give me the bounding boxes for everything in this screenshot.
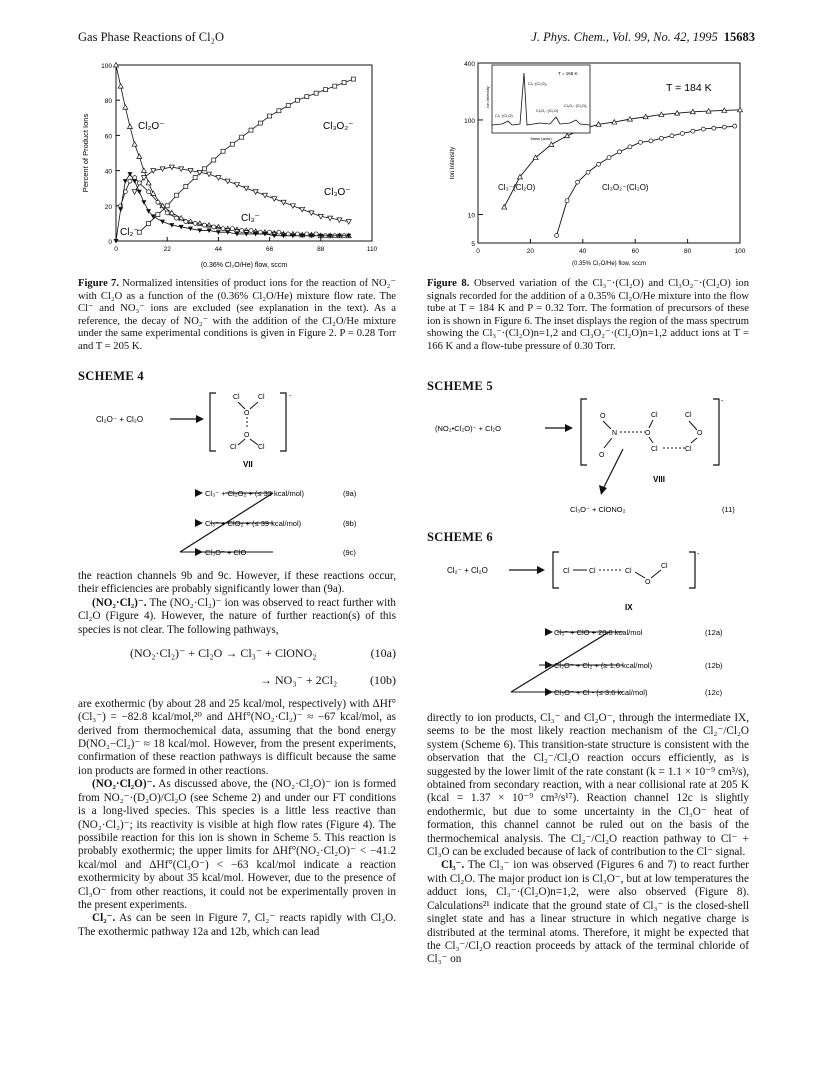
y-tick-label: 0 [108, 239, 112, 246]
data-point [128, 179, 132, 183]
data-point [628, 145, 632, 149]
data-point [175, 216, 179, 220]
scheme-6-channel-12b: Cl₂O⁻ + Cl₂ + (≥ 1.6 kcal/mol) [554, 661, 653, 670]
figure-7-caption-text: Normalized intensities of product ions for the reaction of NO₂⁻ with Cl₂O as a function of the (0.36% Cl₂O/He) mixture flow rate. The Cl⁻ and NO₃⁻ ions are excluded (see explanation in the text). As a reference, the decay of NO₂⁻ with the addition of the Cl₂O/He mixture under the same experimental conditions is given in Figure 2. P = 0.28 Torr and T = 205 K. [78, 278, 396, 352]
data-point [555, 234, 559, 238]
scheme-6-title: SCHEME 6 [427, 530, 493, 544]
data-point [123, 105, 128, 110]
svg-text:O: O [645, 430, 651, 437]
data-point [212, 225, 216, 229]
x-tick-label: 44 [214, 246, 223, 253]
svg-text:Cl: Cl [625, 568, 632, 575]
data-point [502, 205, 507, 210]
x-axis-label: (0.35% Cl₂O/He) flow, sccm [571, 261, 647, 267]
equation-10a [78, 647, 396, 660]
figure-8-chart [440, 55, 760, 275]
svg-text:-: - [289, 393, 292, 400]
temperature-annotation: T = 184 K [666, 82, 712, 94]
left-paragraph-2 [78, 597, 396, 637]
series-label-cl3o2-cl2o: Cl₃O₂⁻(Cl₂O) [602, 183, 649, 192]
data-point [202, 167, 206, 171]
data-point [193, 221, 197, 225]
equation-10b [78, 674, 396, 687]
data-point [638, 140, 642, 144]
inset-y-label: Ion Intensity [485, 86, 490, 108]
data-point [156, 200, 160, 204]
data-point [576, 180, 580, 184]
x-tick-label: 66 [265, 246, 274, 253]
data-point [221, 149, 225, 153]
figure-7-caption [78, 278, 396, 354]
data-point [221, 227, 225, 231]
y-tick-label: 20 [104, 203, 112, 211]
left-paragraph-2-body: The (NO₂·Cl₂)⁻ ion was observed to react further with Cl₂O (Figure 4). However, the nature of further reaction(s) of this species is not clear. The following pathways, [78, 596, 396, 636]
series-line-1 [139, 79, 353, 232]
svg-text:Cl: Cl [563, 568, 570, 575]
right-paragraph-2-body: The Cl₃⁻ ion was observed (Figures 6 and 7) to react further with Cl₂O. The major product ion is Cl₃O⁻, but at low temperatures the adduct ions, Cl₃⁻·(Cl₂O)n=1,2, were also observed (Figure 8). Calculations²¹ indicate that the ground state of Cl₃⁻ is the closed-shell singlet state and has a linear structure in which negative charge is distributed at the terminal atoms. Therefore, it might be expected that the Cl₃⁻/Cl₂O reaction proceeds by attack of the terminal chloride of Cl₃⁻ on [427, 859, 749, 966]
heading-no2-cl2o: (NO₂·Cl₂O)⁻. [92, 778, 156, 791]
page-number: 15683 [723, 30, 755, 44]
data-point [184, 184, 188, 188]
right-paragraph-2 [427, 859, 749, 966]
data-point [230, 227, 234, 231]
scheme-4-title: SCHEME 4 [78, 369, 144, 383]
data-point [659, 136, 663, 140]
data-point [137, 181, 141, 185]
scheme-4-id-9c: (9c) [343, 548, 356, 557]
scheme-4-channel-9b: Cl₃⁻ + ClO₂ + (≤ 39 kcal/mol) [205, 519, 302, 528]
x-tick-label: 110 [366, 246, 378, 253]
data-point [147, 221, 151, 225]
data-point [296, 98, 300, 102]
scheme-4-label: VII [243, 460, 253, 469]
svg-text:Cl: Cl [230, 444, 237, 451]
figure-8-caption-text: Observed variation of the Cl₃⁻·(Cl₂O) and Cl₃O₂⁻·(Cl₂O) ion signals recorded for the addition of a 0.35% Cl₂O/He mixture into the flow tube at T = 184 K and P = 0.32 Torr. The formation of precursors of these ion is shown in Figure 6. The inset displays the region of the mass spectrum showing the Cl₃⁻·(Cl₂O)n=1,2 and Cl₃O₂⁻·(Cl₂O)n=1,2 adduct ions at T = 166 K and a flow-tube pressure of 0.30 Torr. [427, 278, 749, 352]
y-axis-label: Ion Intensity [450, 146, 456, 180]
data-point [277, 109, 281, 113]
y-tick-label: 100 [464, 117, 475, 125]
scheme-4-channel-9c: Cl₃O⁻ + ClO [205, 548, 247, 557]
running-header-left: Gas Phase Reactions of Cl₂O [78, 30, 225, 44]
equation-10b-body: → NO₃⁻ + 2Cl₂ [260, 673, 338, 688]
data-point [277, 230, 281, 234]
svg-text:Cl: Cl [651, 412, 658, 419]
figure-7-chart [76, 55, 396, 273]
series-label-cl2o: Cl₂O⁻ [138, 121, 165, 132]
data-point [691, 129, 695, 133]
scheme-6-label: IX [625, 603, 633, 612]
scheme-6-id-12b: (12b) [705, 661, 723, 670]
data-point [118, 84, 123, 88]
data-point [351, 77, 355, 81]
data-point [268, 230, 272, 234]
svg-text:O: O [244, 410, 250, 417]
svg-text:O: O [599, 452, 605, 459]
data-point [147, 190, 151, 194]
x-tick-label: 0 [476, 248, 480, 255]
data-point [137, 190, 142, 195]
data-point [151, 214, 156, 219]
series-label-cl3o2: Cl₃O₂⁻ [323, 121, 354, 132]
svg-text:Cl: Cl [589, 568, 596, 575]
svg-text:Cl: Cl [685, 446, 692, 453]
data-point [141, 168, 146, 173]
inset-x-label: Mass (amu) [530, 136, 552, 141]
left-column-text [78, 570, 396, 939]
left-paragraph-3: are exothermic (by about 28 and 25 kcal/mol, respectively) with ΔHf°(Cl₃⁻) = −82.8 kcal/mol,²⁰ and ΔHf°(NO₂·Cl₂)⁻ ≈ −67 kcal/mol, as derived from thermochemical data, assuming that the bond energy D(NO₂−Cl₂)⁻ ≈ 18 kcal/mol. However, from the present experiments, confirmation of these reaction pathways is difficult because the same ion products are formed in other reactions. [78, 697, 396, 777]
scheme-4-reactants: Cl₂O⁻ + Cl₂O [96, 415, 144, 424]
x-tick-label: 80 [683, 248, 692, 255]
scheme-4-id-9b: (9b) [343, 519, 357, 528]
data-point [184, 220, 188, 224]
scheme-4-id-9a: (9a) [343, 489, 357, 498]
scheme-5-id: (11) [722, 505, 735, 514]
scheme-6-id-12c: (12c) [705, 688, 723, 697]
inset-temperature: T = 166 K [558, 71, 578, 76]
scheme-4-diagram [78, 385, 398, 567]
data-point [146, 180, 151, 185]
data-point [118, 207, 123, 212]
scheme-5-diagram [427, 393, 749, 523]
svg-text:Cl: Cl [661, 563, 668, 570]
data-point [132, 142, 137, 147]
data-point [137, 154, 142, 159]
svg-text:Cl: Cl [651, 446, 658, 453]
inset-peak-label: Cl₃⁻(Cl₂O)₂ [528, 82, 548, 86]
left-paragraph-1: the reaction channels 9b and 9c. However, if these reactions occur, their efficiencies are probably significantly lower than (9a). [78, 570, 396, 596]
data-point [151, 169, 156, 174]
data-point [597, 162, 601, 166]
data-point [314, 91, 318, 95]
data-point [249, 128, 253, 132]
right-column-text [427, 712, 749, 967]
y-tick-label: 40 [104, 168, 112, 176]
data-point [165, 204, 169, 208]
x-tick-label: 88 [317, 246, 325, 253]
heading-no2-cl2: (NO₂·Cl₂)⁻. [92, 596, 147, 609]
figure-8-caption [427, 278, 749, 354]
inset-peak-label: Cl₃O₂⁻(Cl₂O)₂ [564, 104, 588, 108]
data-point [202, 223, 206, 227]
scheme-5-title: SCHEME 5 [427, 379, 493, 393]
scheme-4-channel-9a: Cl₃⁻ + Cl₂O₂ + (≤ 33 kcal/mol) [205, 489, 305, 498]
data-point [722, 125, 726, 129]
data-point [733, 124, 737, 128]
inset-peak-label: Cl₃⁻(Cl₂O) [495, 114, 513, 118]
y-tick-label: 10 [467, 212, 475, 220]
x-tick-label: 22 [163, 246, 171, 253]
right-paragraph-1: directly to ion products, Cl₃⁻ and Cl₂O⁻, through the intermediate IX, seems to be the most likely reaction mechanism of the Cl₂⁻/Cl₂O system (Scheme 6). This transition-state structure is consistent with the observation that the Cl₂⁻/Cl₂O reaction occurs efficiently, as is suggested by the lower limit of the rate constant (k = 1.1 × 10⁻⁹ cm³/s), obtained from secondary reaction, with a near collisional rate at 205 K (kcal = 1.37 × 10⁻⁹ cm³/s¹⁷). Reaction channel 12c is slightly endothermic, but due to some uncertainty in the Cl₃O⁻ heat of formation, this channel cannot be ruled out on the basis of the thermochemical analysis. The Cl₂⁻/Cl₂O reaction pathway to Cl⁻ + Cl₃O can be excluded because of lack of contribution to the Cl⁻ signal. [427, 712, 749, 859]
scheme-5-product: Cl₃O⁻ + ClONO₂ [570, 505, 626, 514]
data-point [127, 124, 132, 129]
svg-text:-: - [721, 398, 724, 405]
left-paragraph-5 [78, 912, 396, 939]
scheme-5-reactants: (NO₂•Cl₂O)⁻ + Cl₂O [435, 424, 501, 433]
data-point [249, 228, 253, 232]
y-tick-label: 400 [464, 61, 475, 68]
scheme-6-id-12a: (12a) [705, 628, 723, 637]
data-point [586, 170, 590, 174]
data-point [156, 213, 160, 217]
y-tick-label: 80 [104, 98, 112, 106]
y-tick-label: 60 [104, 133, 112, 141]
data-point [230, 142, 234, 146]
svg-text:Cl: Cl [233, 394, 240, 401]
series-line-0 [116, 65, 349, 236]
data-point [607, 156, 611, 160]
data-point [323, 88, 327, 92]
data-point [305, 95, 309, 99]
data-point [670, 134, 674, 138]
data-point [127, 172, 132, 177]
data-point [286, 103, 290, 107]
svg-text:Cl: Cl [258, 444, 265, 451]
journal-citation: J. Phys. Chem., Vol. 99, No. 42, 1995 [531, 30, 718, 44]
data-point [258, 121, 262, 125]
svg-text:N: N [612, 430, 618, 437]
y-tick-label: 5 [471, 241, 475, 248]
series-label-cl3-cl2o: Cl₃⁻(Cl₂O) [498, 183, 536, 192]
svg-text:Cl: Cl [258, 394, 265, 401]
data-point [193, 176, 197, 180]
series-label-cl2: Cl₂⁻ [120, 227, 139, 238]
scheme-6-diagram [427, 548, 749, 700]
data-point [132, 190, 137, 195]
data-point [240, 228, 244, 232]
data-point [165, 211, 169, 215]
series-label-cl3o: Cl₃O⁻ [324, 187, 351, 198]
left-paragraph-5-body: As can be seen in Figure 7, Cl₂⁻ reacts rapidly with Cl₂O. The exothermic pathway 12a and 12b, which can lead [78, 912, 396, 938]
y-tick-label: 100 [101, 63, 112, 70]
series-label-cl3: Cl₃⁻ [241, 213, 260, 224]
svg-text:O: O [600, 413, 606, 420]
svg-text:O: O [645, 579, 651, 586]
svg-text:-: - [697, 551, 700, 558]
svg-text:O: O [697, 430, 703, 437]
data-point [333, 84, 337, 88]
svg-text:O: O [244, 432, 250, 439]
scheme-6-reactants: Cl₂⁻ + Cl₂O [447, 566, 488, 575]
y-axis-label: Percent of Product Ions [81, 113, 90, 193]
data-point [123, 179, 128, 184]
scheme-6-channel-12c: Cl₃O⁻ + Cl - (≤ 3.6 kcal/mol) [554, 688, 648, 697]
data-point [268, 114, 272, 118]
data-point [701, 127, 705, 131]
x-tick-label: 0 [114, 246, 118, 253]
data-point [565, 199, 569, 203]
data-point [346, 220, 351, 225]
data-point [212, 158, 216, 162]
running-header-right [531, 30, 755, 45]
figure-7-caption-label: Figure 7. [78, 278, 119, 289]
x-tick-label: 60 [631, 248, 639, 255]
left-paragraph-4 [78, 778, 396, 912]
heading-cl3: Cl₃⁻. [441, 859, 465, 872]
equation-10a-id: (10a) [370, 646, 396, 661]
x-tick-label: 40 [579, 248, 587, 255]
svg-text:Cl: Cl [685, 412, 692, 419]
data-point [240, 135, 244, 139]
data-point [649, 139, 653, 143]
scheme-6-channel-12a: Cl₃⁻ + ClO + 20.8 kcal/mol [554, 628, 643, 637]
equation-10b-id: (10b) [370, 673, 396, 688]
figure-8-caption-label: Figure 8. [427, 278, 470, 289]
scheme-5-label: VIII [653, 475, 666, 484]
data-point [132, 179, 137, 184]
data-point [712, 126, 716, 130]
left-paragraph-4-body: As discussed above, the (NO₂·Cl₂O)⁻ ion is formed from NO₂⁻·(D₂O)/Cl₂O (see Scheme 2) and under our FT conditions is a long-lived species. This species is a little less reactive than (NO₂·Cl₂)⁻; its reactivity is visible at high flow rates (Figure 4). The possibile reaction for this ion is shown in Scheme 5. This reaction is probably exothermic; the upper limits for ΔHf°(NO₂·Cl₂O)⁻ < −41.2 kcal/mol and ΔHf°(Cl₃O⁻) < −63 kcal/mol indicate a reaction exothermicity by about 35 kcal/mol. However, due to the presence of Cl₃O⁻ from other reactions, it could not be experimentally proven in the present experiments. [78, 778, 396, 911]
x-tick-label: 100 [734, 248, 746, 255]
data-point [680, 131, 684, 135]
x-tick-label: 20 [526, 248, 535, 255]
x-axis-label: (0.36% Cl₂O/He) flow, sccm [200, 262, 288, 269]
data-point [141, 200, 146, 205]
data-point [549, 142, 554, 147]
data-point [141, 176, 146, 181]
series-line-1 [557, 126, 735, 235]
data-point [617, 150, 621, 154]
data-point [342, 81, 346, 85]
equation-10a-body: (NO₂·Cl₂)⁻ + Cl₂O → Cl₃⁻ + ClONO₂ [130, 646, 317, 661]
data-point [565, 133, 570, 138]
heading-cl2: Cl₂⁻. [92, 912, 116, 925]
inset-peak-label: Cl₃O₂⁻(Cl₂O) [536, 109, 559, 113]
data-point [175, 193, 179, 197]
